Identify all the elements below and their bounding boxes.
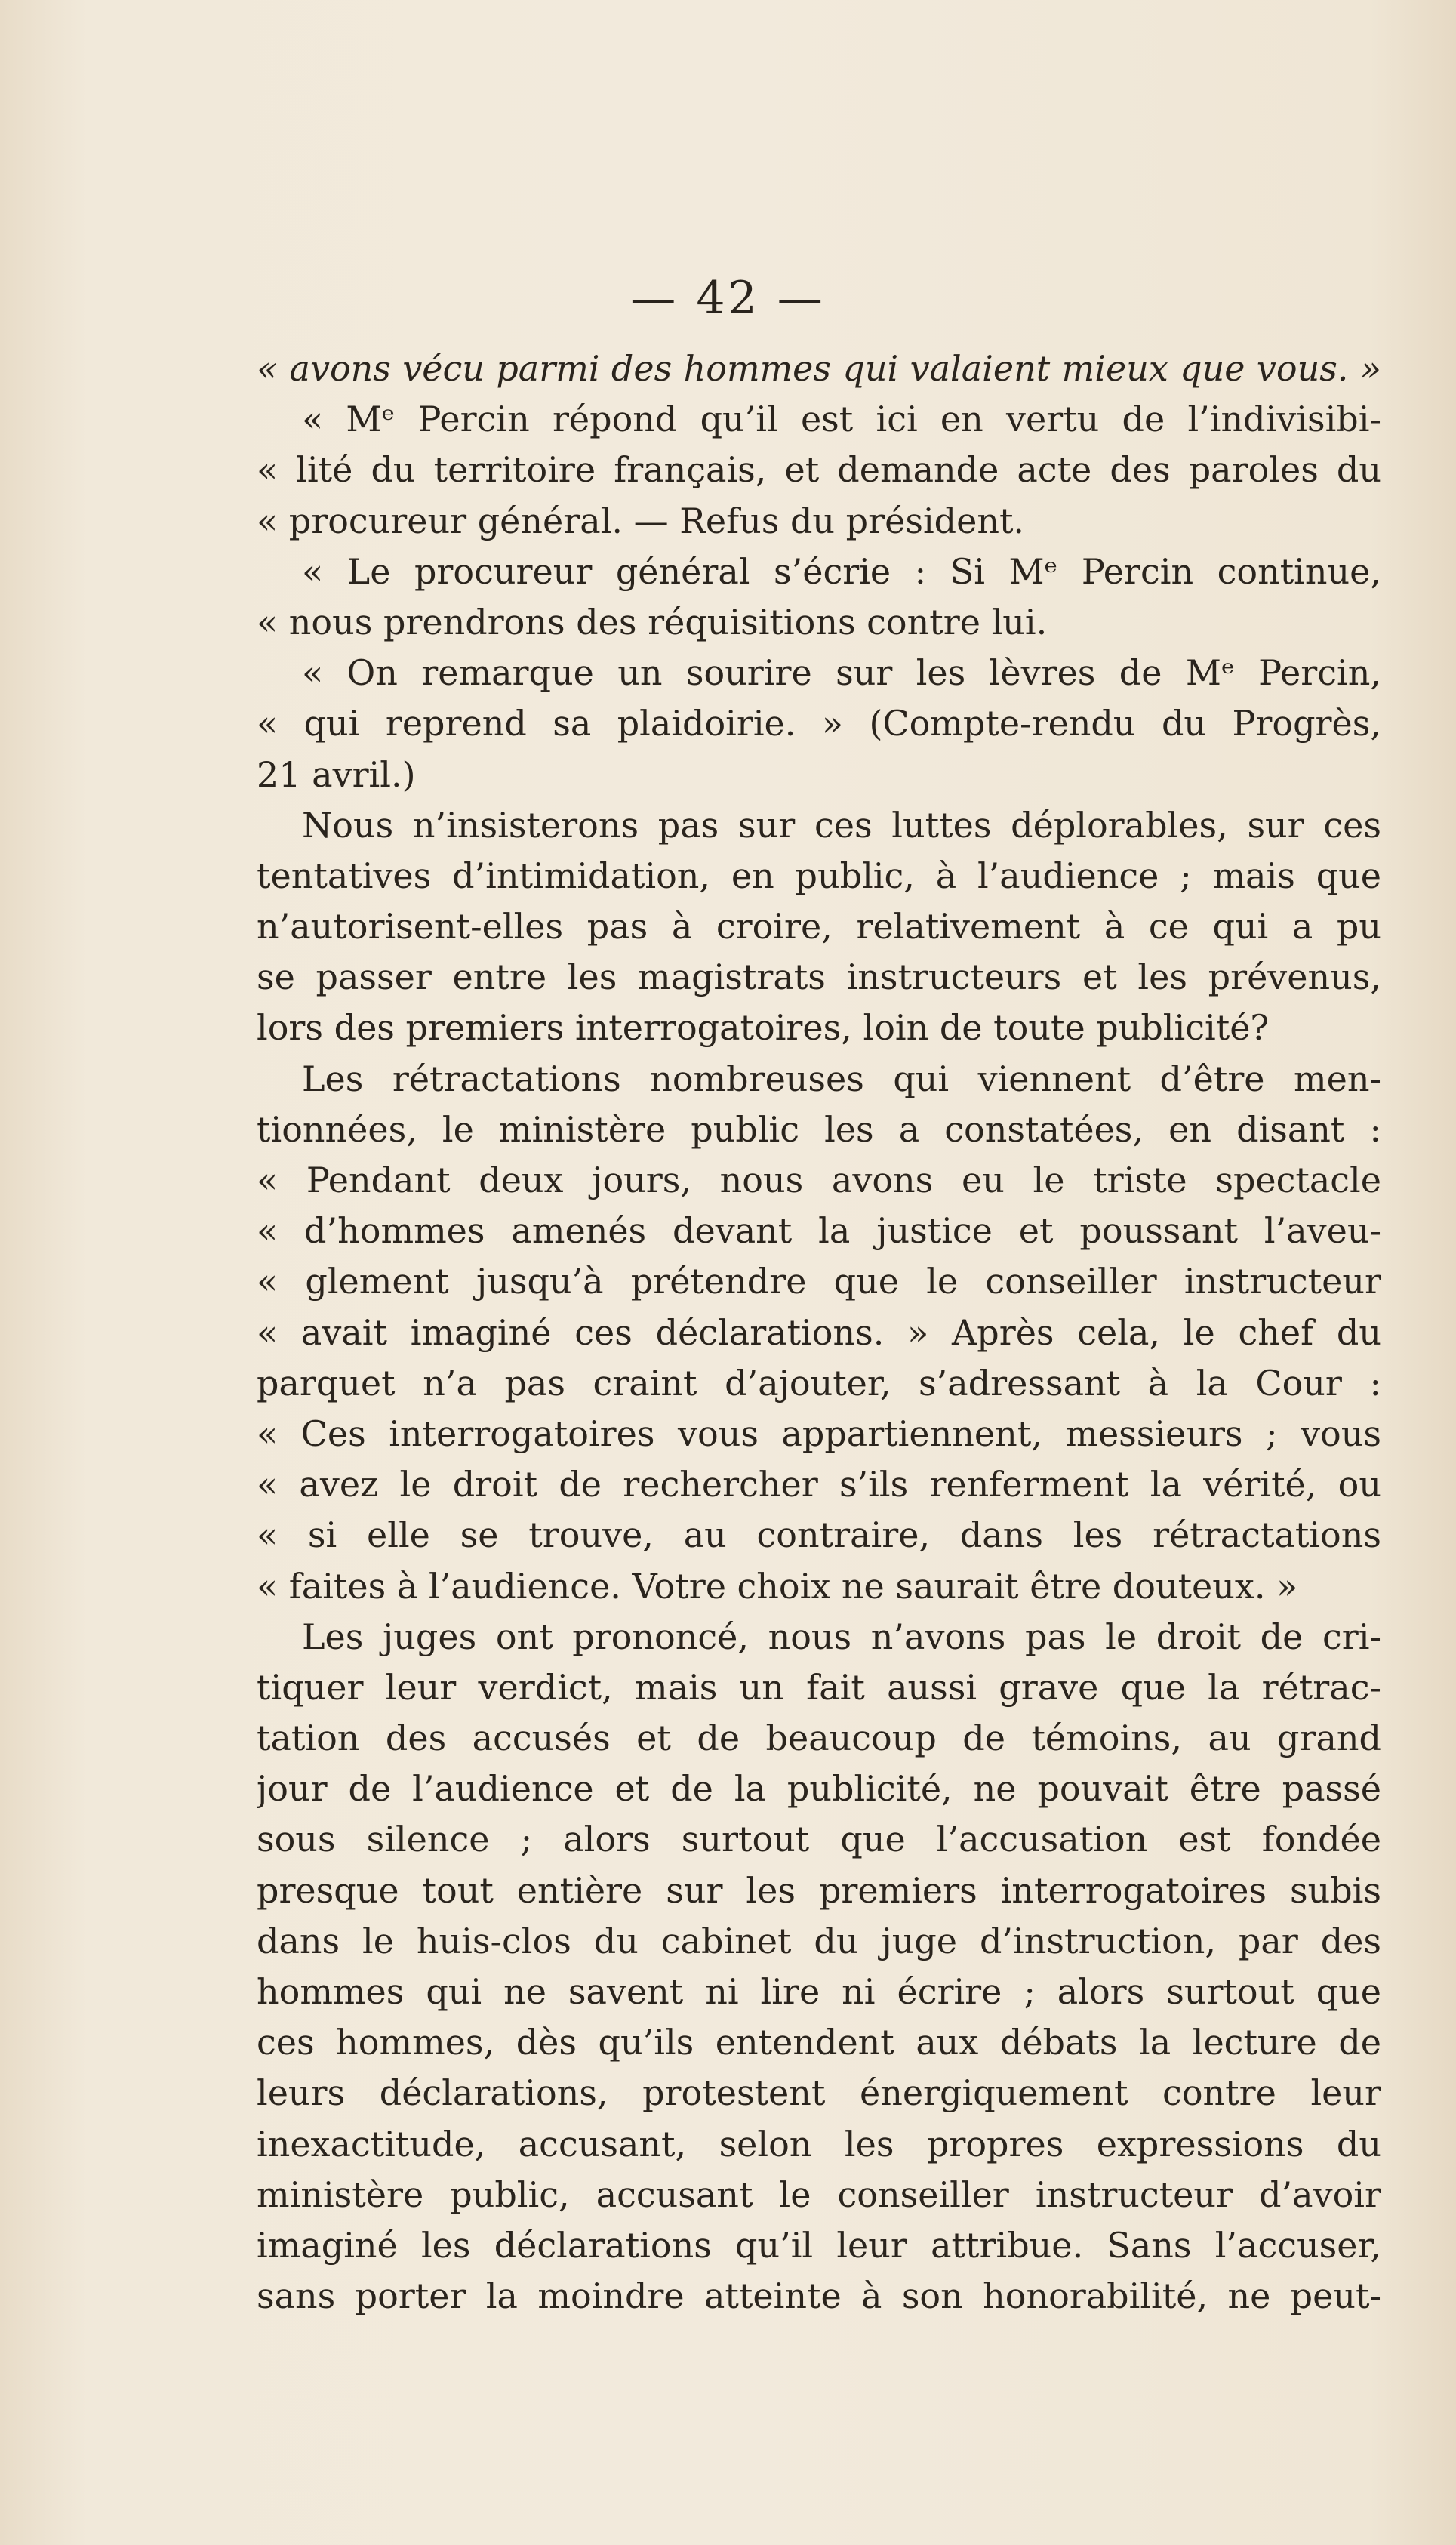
- text-line: « On remarque un sourire sur les lèvres de Mᵉ Percin,: [302, 652, 1381, 694]
- text-line: « avons vécu parmi des hommes qui valaient mieux que vous. »: [257, 348, 1381, 389]
- text-line: parquet n’a pas craint d’ajouter, s’adressant à la Cour :: [257, 1362, 1381, 1403]
- text-line: « lité du territoire français, et demande acte des paroles du: [257, 449, 1381, 491]
- text-line: presque tout entière sur les premiers interrogatoires subis: [257, 1869, 1381, 1911]
- text-line: tionnées, le ministère public les a constatées, en disant :: [257, 1108, 1381, 1150]
- text-line: sous silence ; alors surtout que l’accusation est fondée: [257, 1819, 1381, 1860]
- text-line: inexactitude, accusant, selon les propres expressions du: [257, 2123, 1381, 2164]
- text-line: « Pendant deux jours, nous avons eu le triste spectacle: [257, 1160, 1381, 1200]
- text-line: « Mᵉ Percin répond qu’il est ici en vertu de l’indivisibi-: [302, 399, 1381, 440]
- text-line: « Le procureur général s’écrie : Si Mᵉ Percin continue,: [302, 550, 1381, 592]
- text-line: tiquer leur verdict, mais un fait aussi grave que la rétrac-: [257, 1666, 1381, 1708]
- text-line: « procureur général. — Refus du président.: [257, 500, 1025, 541]
- text-line: « avait imaginé ces déclarations. » Après cela, le chef du: [257, 1311, 1381, 1353]
- text-line: 21 avril.): [257, 753, 416, 795]
- text-line: tentatives d’intimidation, en public, à l’audience ; mais que: [257, 855, 1381, 896]
- text-line: jour de l’audience et de la publicité, ne pouvait être passé: [257, 1768, 1381, 1810]
- text-line: Nous n’insisterons pas sur ces luttes déplorables, sur ces: [302, 804, 1381, 846]
- text-line: Les rétractations nombreuses qui viennent d’être men-: [302, 1058, 1381, 1099]
- text-line: tation des accusés et de beaucoup de témoins, au grand: [257, 1718, 1381, 1759]
- text-line: « qui reprend sa plaidoirie. » (Compte-rendu du Progrès,: [257, 703, 1381, 744]
- page-number: — 42 —: [630, 272, 826, 325]
- text-line: « nous prendrons des réquisitions contre lui.: [257, 601, 1048, 642]
- text-line: lors des premiers interrogatoires, loin de toute publicité?: [257, 1007, 1270, 1049]
- text-line: imaginé les déclarations qu’il leur attribue. Sans l’accuser,: [257, 2224, 1381, 2266]
- text-line: se passer entre les magistrats instructeurs et les prévenus,: [257, 957, 1381, 998]
- text-line: n’autorisent-elles pas à croire, relativement à ce qui a pu: [257, 906, 1381, 947]
- text-line: Les juges ont prononcé, nous n’avons pas le droit de cri-: [302, 1616, 1381, 1657]
- text-line: « si elle se trouve, au contraire, dans les rétractations: [257, 1514, 1381, 1556]
- text-line: dans le huis-clos du cabinet du juge d’instruction, par des: [257, 1920, 1381, 1961]
- text-line: « faites à l’audience. Votre choix ne saurait être douteux. »: [257, 1565, 1298, 1607]
- body-text: [257, 344, 1381, 2322]
- text-line: leurs déclarations, protestent énergiquement contre leur: [257, 2072, 1381, 2114]
- text-line: « glement jusqu’à prétendre que le conseiller instructeur: [257, 1261, 1381, 1302]
- text-line: hommes qui ne savent ni lire ni écrire ; alors surtout que: [257, 1971, 1381, 2012]
- text-line: « d’hommes amenés devant la justice et poussant l’aveu-: [257, 1210, 1381, 1252]
- text-line: ces hommes, dès qu’ils entendent aux débats la lecture de: [257, 2022, 1381, 2063]
- text-line: « Ces interrogatoires vous appartiennent, messieurs ; vous: [257, 1413, 1381, 1454]
- text-line: « avez le droit de rechercher s’ils renferment la vérité, ou: [257, 1464, 1381, 1505]
- text-line: sans porter la moindre atteinte à son honorabilité, ne peut-: [257, 2275, 1381, 2317]
- text-line: ministère public, accusant le conseiller instructeur d’avoir: [257, 2174, 1381, 2215]
